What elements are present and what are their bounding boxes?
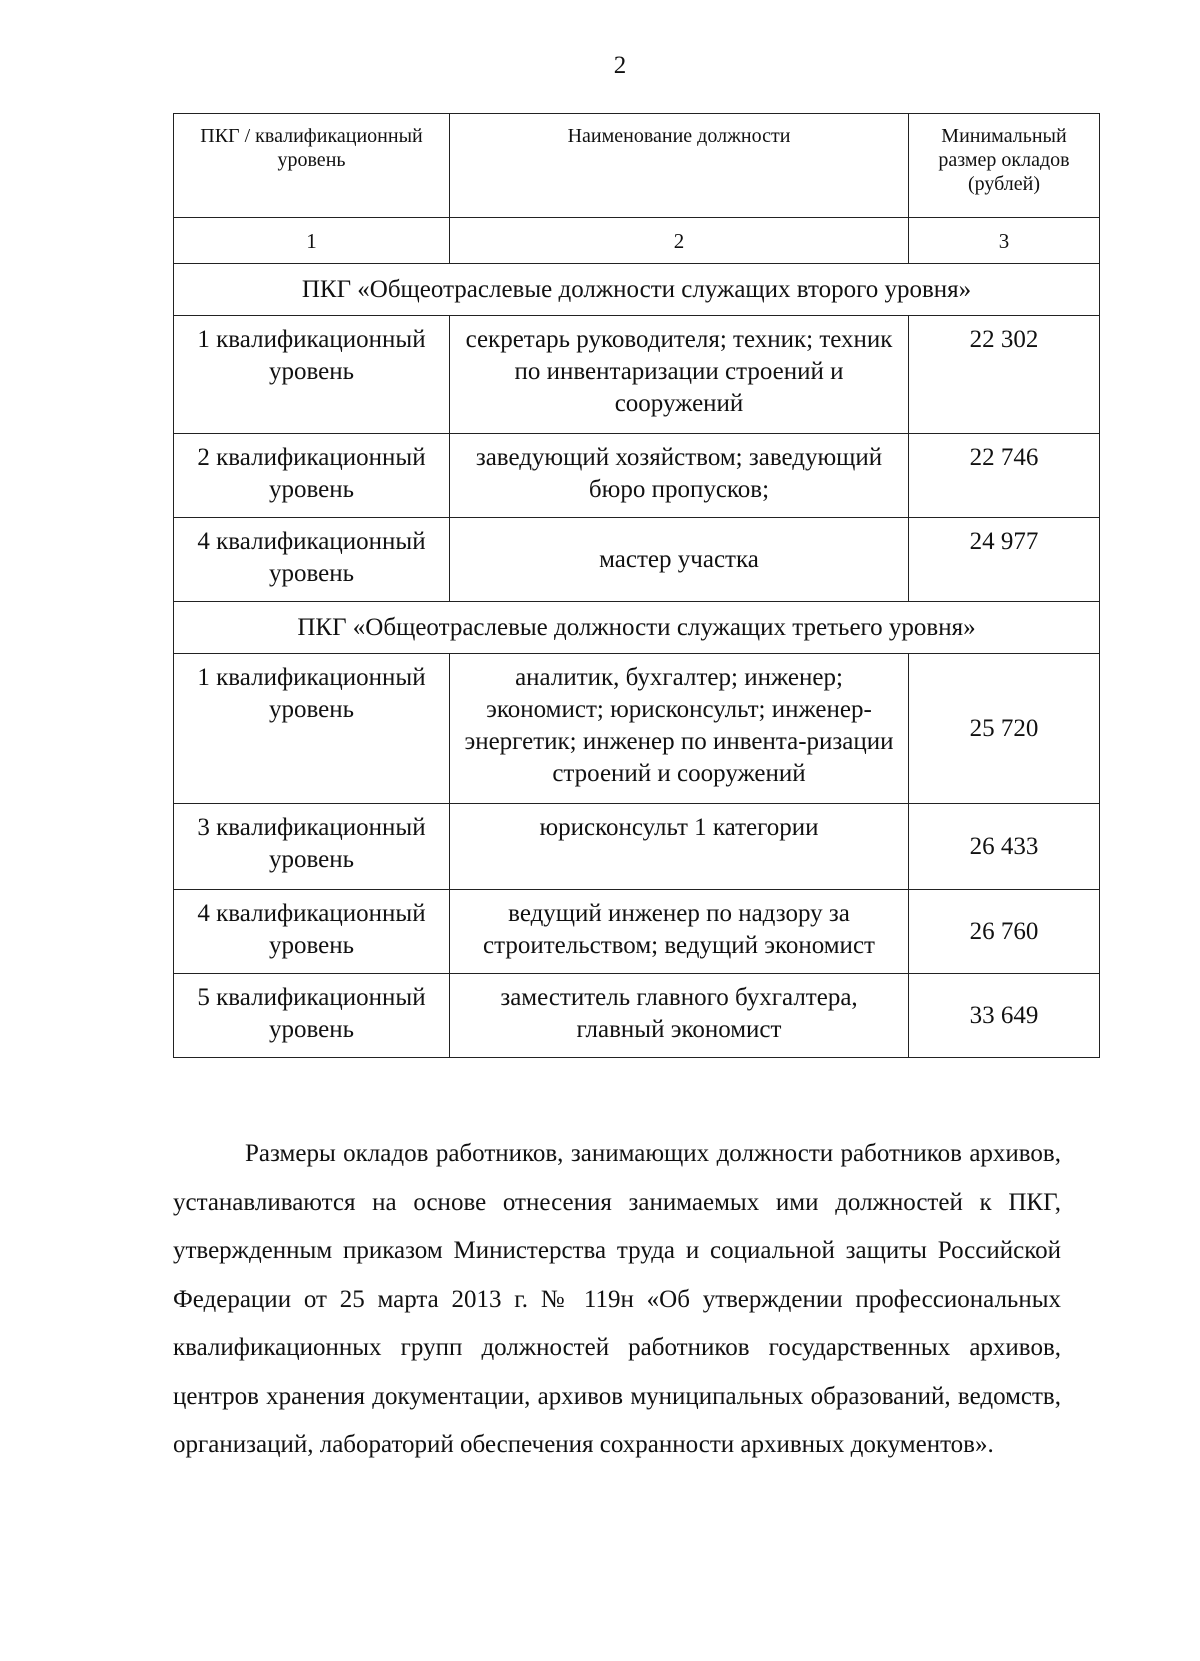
- column-number: 3: [909, 218, 1100, 264]
- table-row: [174, 518, 1100, 602]
- table-row: [174, 654, 1100, 804]
- table-row: [174, 316, 1100, 434]
- positions-cell: юрисконсульт 1 категории: [450, 804, 909, 890]
- positions-cell: секретарь руководителя; техник; техник по инвентаризации строений и сооружений: [450, 316, 909, 434]
- positions-cell: мастер участка: [450, 518, 909, 602]
- body-paragraph: Размеры окладов работников, занимающих должности работников архивов, устанавливаются на основе отнесения занимаемых ими должностей к ПКГ, утвержденным приказом Министерства труда и социальной защиты Российской Федерации от 25 марта 2013 г. № 119н «Об утверждении профессиональных квалификационных групп должностей работников государственных архивов, центров хранения документации, архивов муниципальных образований, ведомств, организаций, лабораторий обеспечения сохранности архивных документов».: [173, 1140, 1061, 1458]
- level-cell: 4 квалификационный уровень: [174, 518, 450, 602]
- salary-cell: 26 433: [909, 804, 1100, 890]
- positions-cell: заместитель главного бухгалтера, главный экономист: [450, 974, 909, 1058]
- group-title: ПКГ «Общеотраслевые должности служащих третьего уровня»: [174, 602, 1100, 654]
- positions-cell: заведующий хозяйством; заведующий бюро пропусков;: [450, 434, 909, 518]
- column-number-row: [174, 218, 1100, 264]
- level-cell: 5 квалификационный уровень: [174, 974, 450, 1058]
- group-title-row: [174, 264, 1100, 316]
- header-position-name: Наименование должности: [450, 114, 909, 218]
- table-row: [174, 890, 1100, 974]
- level-cell: 1 квалификационный уровень: [174, 316, 450, 434]
- header-min-salary: Минимальный размер окладов (рублей): [909, 114, 1100, 218]
- salary-cell: 25 720: [909, 654, 1100, 804]
- positions-cell: ведущий инженер по надзору за строительством; ведущий экономист: [450, 890, 909, 974]
- table-row: [174, 974, 1100, 1058]
- column-number: 1: [174, 218, 450, 264]
- table-row: [174, 804, 1100, 890]
- page-number: 2: [613, 52, 627, 79]
- salary-cell: 33 649: [909, 974, 1100, 1058]
- group-title: ПКГ «Общеотраслевые должности служащих второго уровня»: [174, 264, 1100, 316]
- level-cell: 1 квалификационный уровень: [174, 654, 450, 804]
- salary-cell: 26 760: [909, 890, 1100, 974]
- level-cell: 4 квалификационный уровень: [174, 890, 450, 974]
- positions-cell: аналитик, бухгалтер; инженер; экономист; юрисконсульт; инженер-энергетик; инженер по инвента-ризации строений и сооружений: [450, 654, 909, 804]
- table-row: [174, 434, 1100, 518]
- salary-cell: 24 977: [909, 518, 1100, 602]
- group-title-row: [174, 602, 1100, 654]
- table-header-row: [174, 114, 1100, 218]
- salary-cell: 22 746: [909, 434, 1100, 518]
- level-cell: 2 квалификационный уровень: [174, 434, 450, 518]
- salary-cell: 22 302: [909, 316, 1100, 434]
- header-pkg-level: ПКГ / квалификационный уровень: [174, 114, 450, 218]
- column-number: 2: [450, 218, 909, 264]
- salary-table: [173, 113, 1100, 1058]
- level-cell: 3 квалификационный уровень: [174, 804, 450, 890]
